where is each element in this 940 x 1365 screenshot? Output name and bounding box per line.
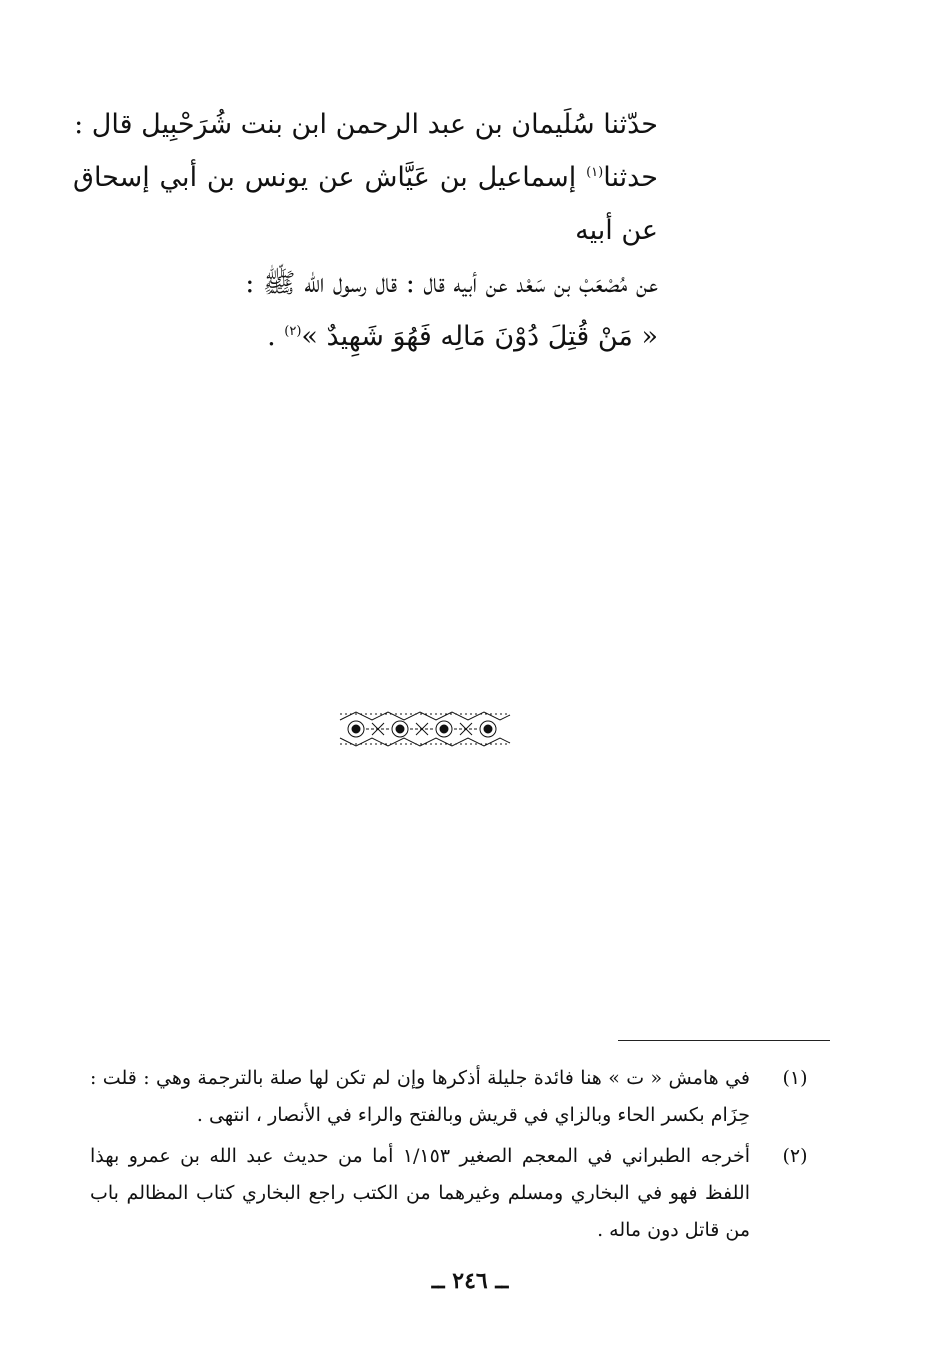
footnote-text: أخرجه الطبراني في المعجم الصغير ١/١٥٣ أما من حديث عبد الله بن عمرو بهذا اللفظ فهو في البخاري ومسلم وغيرهما من الكتب راجع البخاري كتاب المظالم باب من قاتل دون ماله . [90,1145,751,1241]
footnote-number: (٢) [782,1145,808,1167]
footnote-1 [90,1060,808,1134]
main-text-block [73,98,658,363]
final-period: . [267,321,276,352]
footnote-2 [90,1138,808,1249]
text-line-2-prefix: حدثنا [603,162,658,193]
footnote-divider [618,1040,830,1041]
page-number: ــ ٢٤٦ ــ [431,1268,509,1294]
text-line-1: حدّثنا سُلَيمان بن عبد الرحمن ابن بنت شُرَحْبِيل قال : [74,109,658,140]
footnote-text: في هامش « ت » هنا فائدة جليلة أذكرها وإن لم تكن لها صلة بالترجمة وهي : قلت : حِزَام بكسر الحاء وبالزاي في قريش وبالفتح والراء في الأنصار ، انتهى . [90,1067,750,1126]
text-line-2-rest: إسماعيل بن عَيَّاش عن يونس بن أبي إسحاق عن أبيه [73,162,658,246]
hadith-quote: « مَنْ قُتِلَ دُوْنَ مَالِه فَهُوَ شَهِيدٌ » [301,321,658,352]
text-line-2 [73,151,658,257]
text-line-3: عن مُصْعَبْ بن سَعْد عن أبيه قال : قال رسول الله ﷺ : [245,268,658,299]
decorative-ornament [336,706,514,752]
footnote-number: (١) [782,1067,808,1089]
footnote-ref-2[interactable]: (٢) [284,324,302,339]
footnotes-section [90,1060,808,1253]
footnote-ref-1[interactable]: (١) [586,165,604,180]
text-line-4 [73,310,658,363]
